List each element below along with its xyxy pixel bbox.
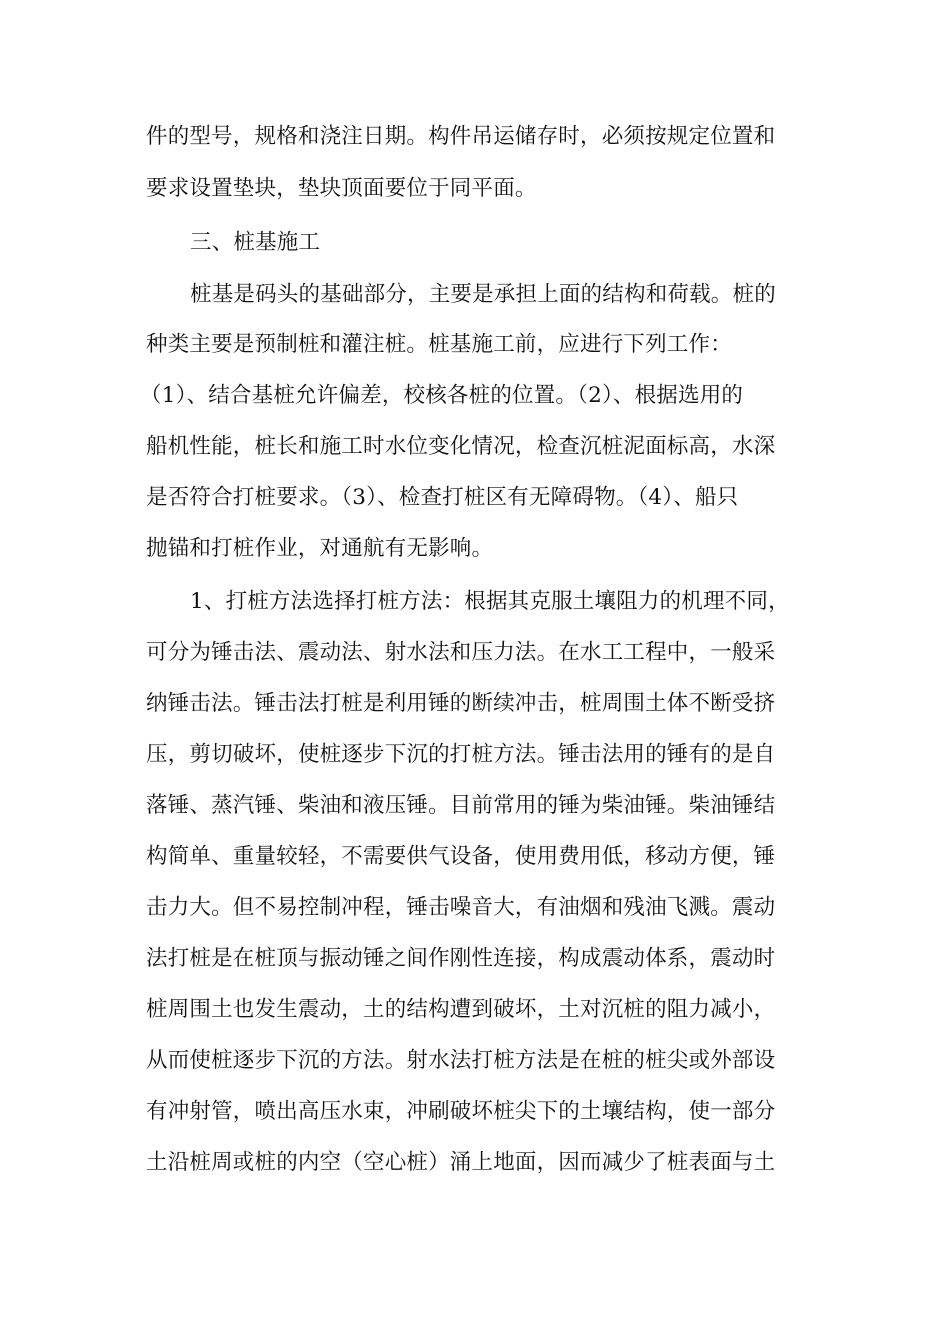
text-line-8: 是否符合打桩要求。（3）、检查打桩区有无障碍物。（4）、船只 [146, 485, 739, 510]
section-heading: 三、桩基施工 [190, 230, 321, 255]
text-line-12: 纳锤击法。锤击法打桩是利用锤的断续冲击，桩周围土体不断受挤 [146, 691, 776, 716]
text-line-5: 种类主要是预制桩和灌注桩。桩基施工前，应进行下列工作： [146, 332, 732, 357]
text-line-4: 桩基是码头的基础部分，主要是承担上面的结构和荷载。桩的 [190, 282, 776, 307]
text-line-17: 法打桩是在桩顶与振动锤之间作刚性连接，构成震动体系，震动时 [146, 946, 776, 971]
text-line-10: 1、打桩方法选择打桩方法：根据其克服土壤阻力的机理不同， [190, 589, 790, 614]
text-line-6: （1）、结合基桩允许偏差，校核各桩的位置。（2）、根据选用的 [140, 383, 744, 408]
text-line-11: 可分为锤击法、震动法、射水法和压力法。在水工工程中，一般采 [146, 640, 776, 665]
text-line-7: 船机性能，桩长和施工时水位变化情况，检查沉桩泥面标高，水深 [146, 434, 776, 459]
text-line-1: 件的型号，规格和浇注日期。构件吊运储存时，必须按规定位置和 [146, 124, 776, 149]
text-line-18: 桩周围土也发生震动，土的结构遭到破坏，土对沉桩的阻力减小， [146, 997, 776, 1022]
text-line-14: 落锤、蒸汽锤、柴油和液压锤。目前常用的锤为柴油锤。柴油锤结 [146, 793, 776, 818]
text-line-19: 从而使桩逐步下沉的方法。射水法打桩方法是在桩的桩尖或外部设 [146, 1048, 776, 1073]
text-line-15: 构简单、重量较轻，不需要供气设备，使用费用低，移动方便，锤 [146, 844, 776, 869]
text-line-20: 有冲射管，喷出高压水束，冲刷破坏桩尖下的土壤结构，使一部分 [146, 1099, 776, 1124]
text-line-16: 击力大。但不易控制冲程，锤击噪音大，有油烟和残油飞溅。震动 [146, 895, 776, 920]
text-line-2: 要求设置垫块，垫块顶面要位于同平面。 [146, 176, 537, 201]
text-line-9: 抛锚和打桩作业，对通航有无影响。 [146, 536, 494, 561]
text-line-21: 土沿桩周或桩的内空（空心桩）涌上地面，因而减少了桩表面与土 [146, 1150, 776, 1175]
text-line-13: 压，剪切破坏，使桩逐步下沉的打桩方法。锤击法用的锤有的是自 [146, 742, 776, 767]
